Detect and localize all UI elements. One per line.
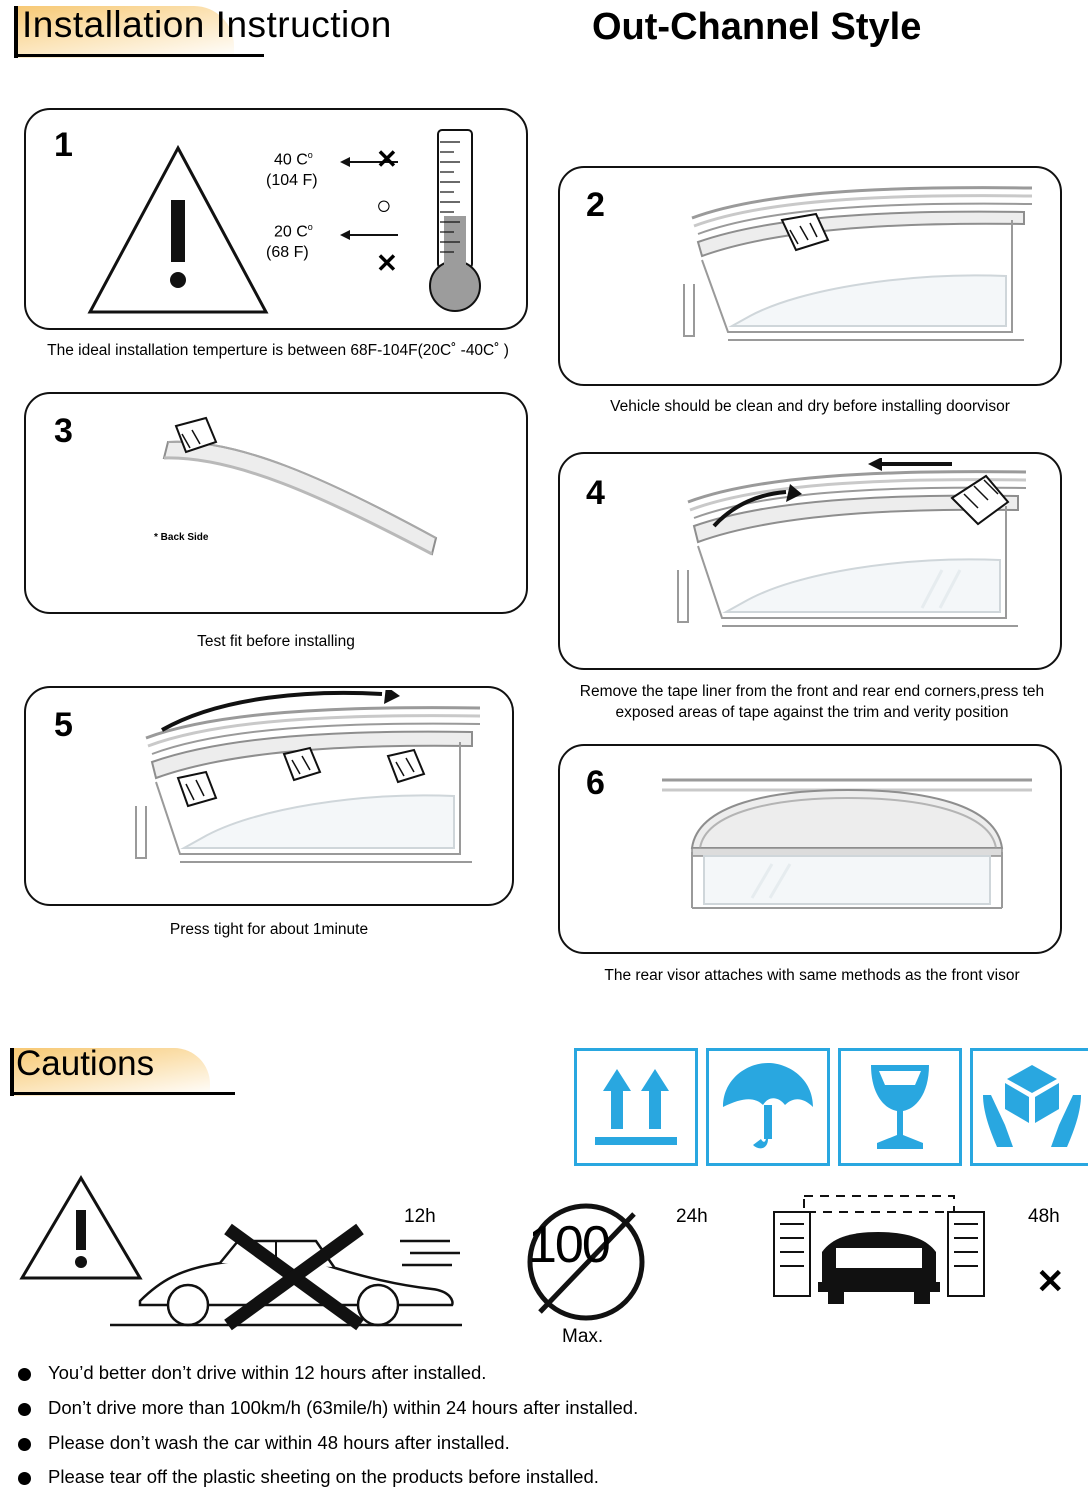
step-caption-6: The rear visor attaches with same methods as the front visor: [604, 967, 1020, 984]
step-panel-3: [24, 392, 528, 614]
mark-x-high: ✕: [376, 144, 398, 174]
bullet-dot-icon: [18, 1472, 31, 1485]
back-side-label: * Back Side: [154, 532, 209, 543]
step-panel-2: [558, 166, 1062, 386]
car-window-press-illustration: [82, 690, 502, 900]
shipping-icon-keep-dry: [706, 1048, 830, 1166]
press-hand-icon-1: [178, 772, 216, 806]
step-panel-4: [558, 452, 1062, 670]
step-panel-6: [558, 744, 1062, 954]
header-left-group: [14, 4, 554, 66]
shipping-icon-fragile: [838, 1048, 962, 1166]
warning-triangle-icon: [78, 130, 278, 330]
press-hand-icon-2: [284, 748, 320, 780]
step-caption-3: Test fit before installing: [197, 633, 355, 650]
step-number-4: 4: [586, 474, 605, 512]
label-48h: 48h: [1028, 1206, 1060, 1227]
page-header: [0, 0, 1088, 80]
step-caption-2: Vehicle should be clean and dry before installing doorvisor: [610, 398, 1010, 415]
step-panel-5: [24, 686, 514, 906]
press-hand-icon-3: [388, 750, 424, 782]
list-item: [18, 1397, 878, 1418]
step-number-6: 6: [586, 764, 605, 802]
step-number-1: 1: [54, 126, 73, 164]
no-wash-x-mark: ✕: [1036, 1263, 1065, 1301]
keep-dry-umbrella-icon: [709, 1051, 827, 1163]
fragile-glass-icon: [841, 1051, 959, 1163]
bullet-text: Don’t drive more than 100km/h (63mile/h) within 24 hours after installed.: [48, 1396, 639, 1418]
speed-limit-max-label: Max.: [562, 1326, 604, 1347]
cautions-header: [10, 1046, 310, 1108]
bullet-text: Please tear off the plastic sheeting on the products before installed.: [48, 1466, 599, 1488]
thermometer-icon: [414, 124, 494, 314]
cautions-title: Cautions: [16, 1044, 155, 1083]
car-window-tape-illustration: [622, 458, 1062, 668]
arrow-to-low-icon: [340, 225, 400, 245]
step-number-3: 3: [54, 412, 73, 450]
swoosh-underline: [14, 54, 264, 57]
hand-peel-tape-icon: [952, 476, 1008, 524]
step-caption-4: Remove the tape liner from the front and rear end corners,press teh exposed areas of tape against the trim and verity position: [579, 683, 1045, 721]
this-way-up-icon: [577, 1051, 695, 1163]
temp-high-f: (104 F): [266, 172, 318, 189]
mark-circle: ○: [376, 190, 392, 220]
list-item: [18, 1466, 878, 1487]
list-item: [18, 1432, 878, 1453]
step-caption-1: The ideal installation temperture is between 68F-104F(20C˚ -40C˚ ): [47, 342, 509, 359]
no-car-wash-illustration: [766, 1190, 1016, 1320]
rear-visor-illustration: [652, 756, 1052, 946]
temp-low-f: (68 F): [266, 244, 309, 261]
cautions-swoosh-edge: [10, 1048, 14, 1096]
bullet-dot-icon: [18, 1403, 31, 1416]
visor-backside-illustration: [116, 408, 516, 598]
bullet-dot-icon: [18, 1368, 31, 1381]
label-12h: 12h: [404, 1206, 436, 1227]
label-24h: 24h: [676, 1206, 708, 1227]
list-item: [18, 1362, 878, 1383]
temp-low-c: 20 $C^o$: [274, 222, 313, 241]
shipping-icon-handle-with-care: [970, 1048, 1088, 1166]
bullet-text: You’d better don’t drive within 12 hours after installed.: [48, 1362, 487, 1383]
step-number-2: 2: [586, 186, 605, 224]
temp-high-c: 40 $C^o$: [274, 150, 313, 169]
speed-limit-value: 100: [528, 1216, 609, 1274]
step-panel-1: [24, 108, 528, 330]
swoosh-edge: [14, 6, 18, 58]
car-window-wipe-illustration: [632, 176, 1052, 376]
cautions-underline: [10, 1092, 235, 1095]
step-number-5: 5: [54, 706, 73, 744]
style-title: Out-Channel Style: [592, 6, 922, 48]
handle-with-care-icon: [973, 1051, 1088, 1163]
bullet-dot-icon: [18, 1438, 31, 1451]
cautions-bullet-list: [18, 1362, 878, 1501]
step-caption-5: Press tight for about 1minute: [169, 921, 369, 938]
page-title: Installation Instruction: [22, 4, 392, 45]
arrow-left-icon: [868, 458, 952, 471]
mark-x-low: ✕: [376, 248, 398, 278]
shipping-icon-this-way-up: [574, 1048, 698, 1166]
bullet-text: Please don’t wash the car within 48 hours after installed.: [48, 1431, 510, 1453]
